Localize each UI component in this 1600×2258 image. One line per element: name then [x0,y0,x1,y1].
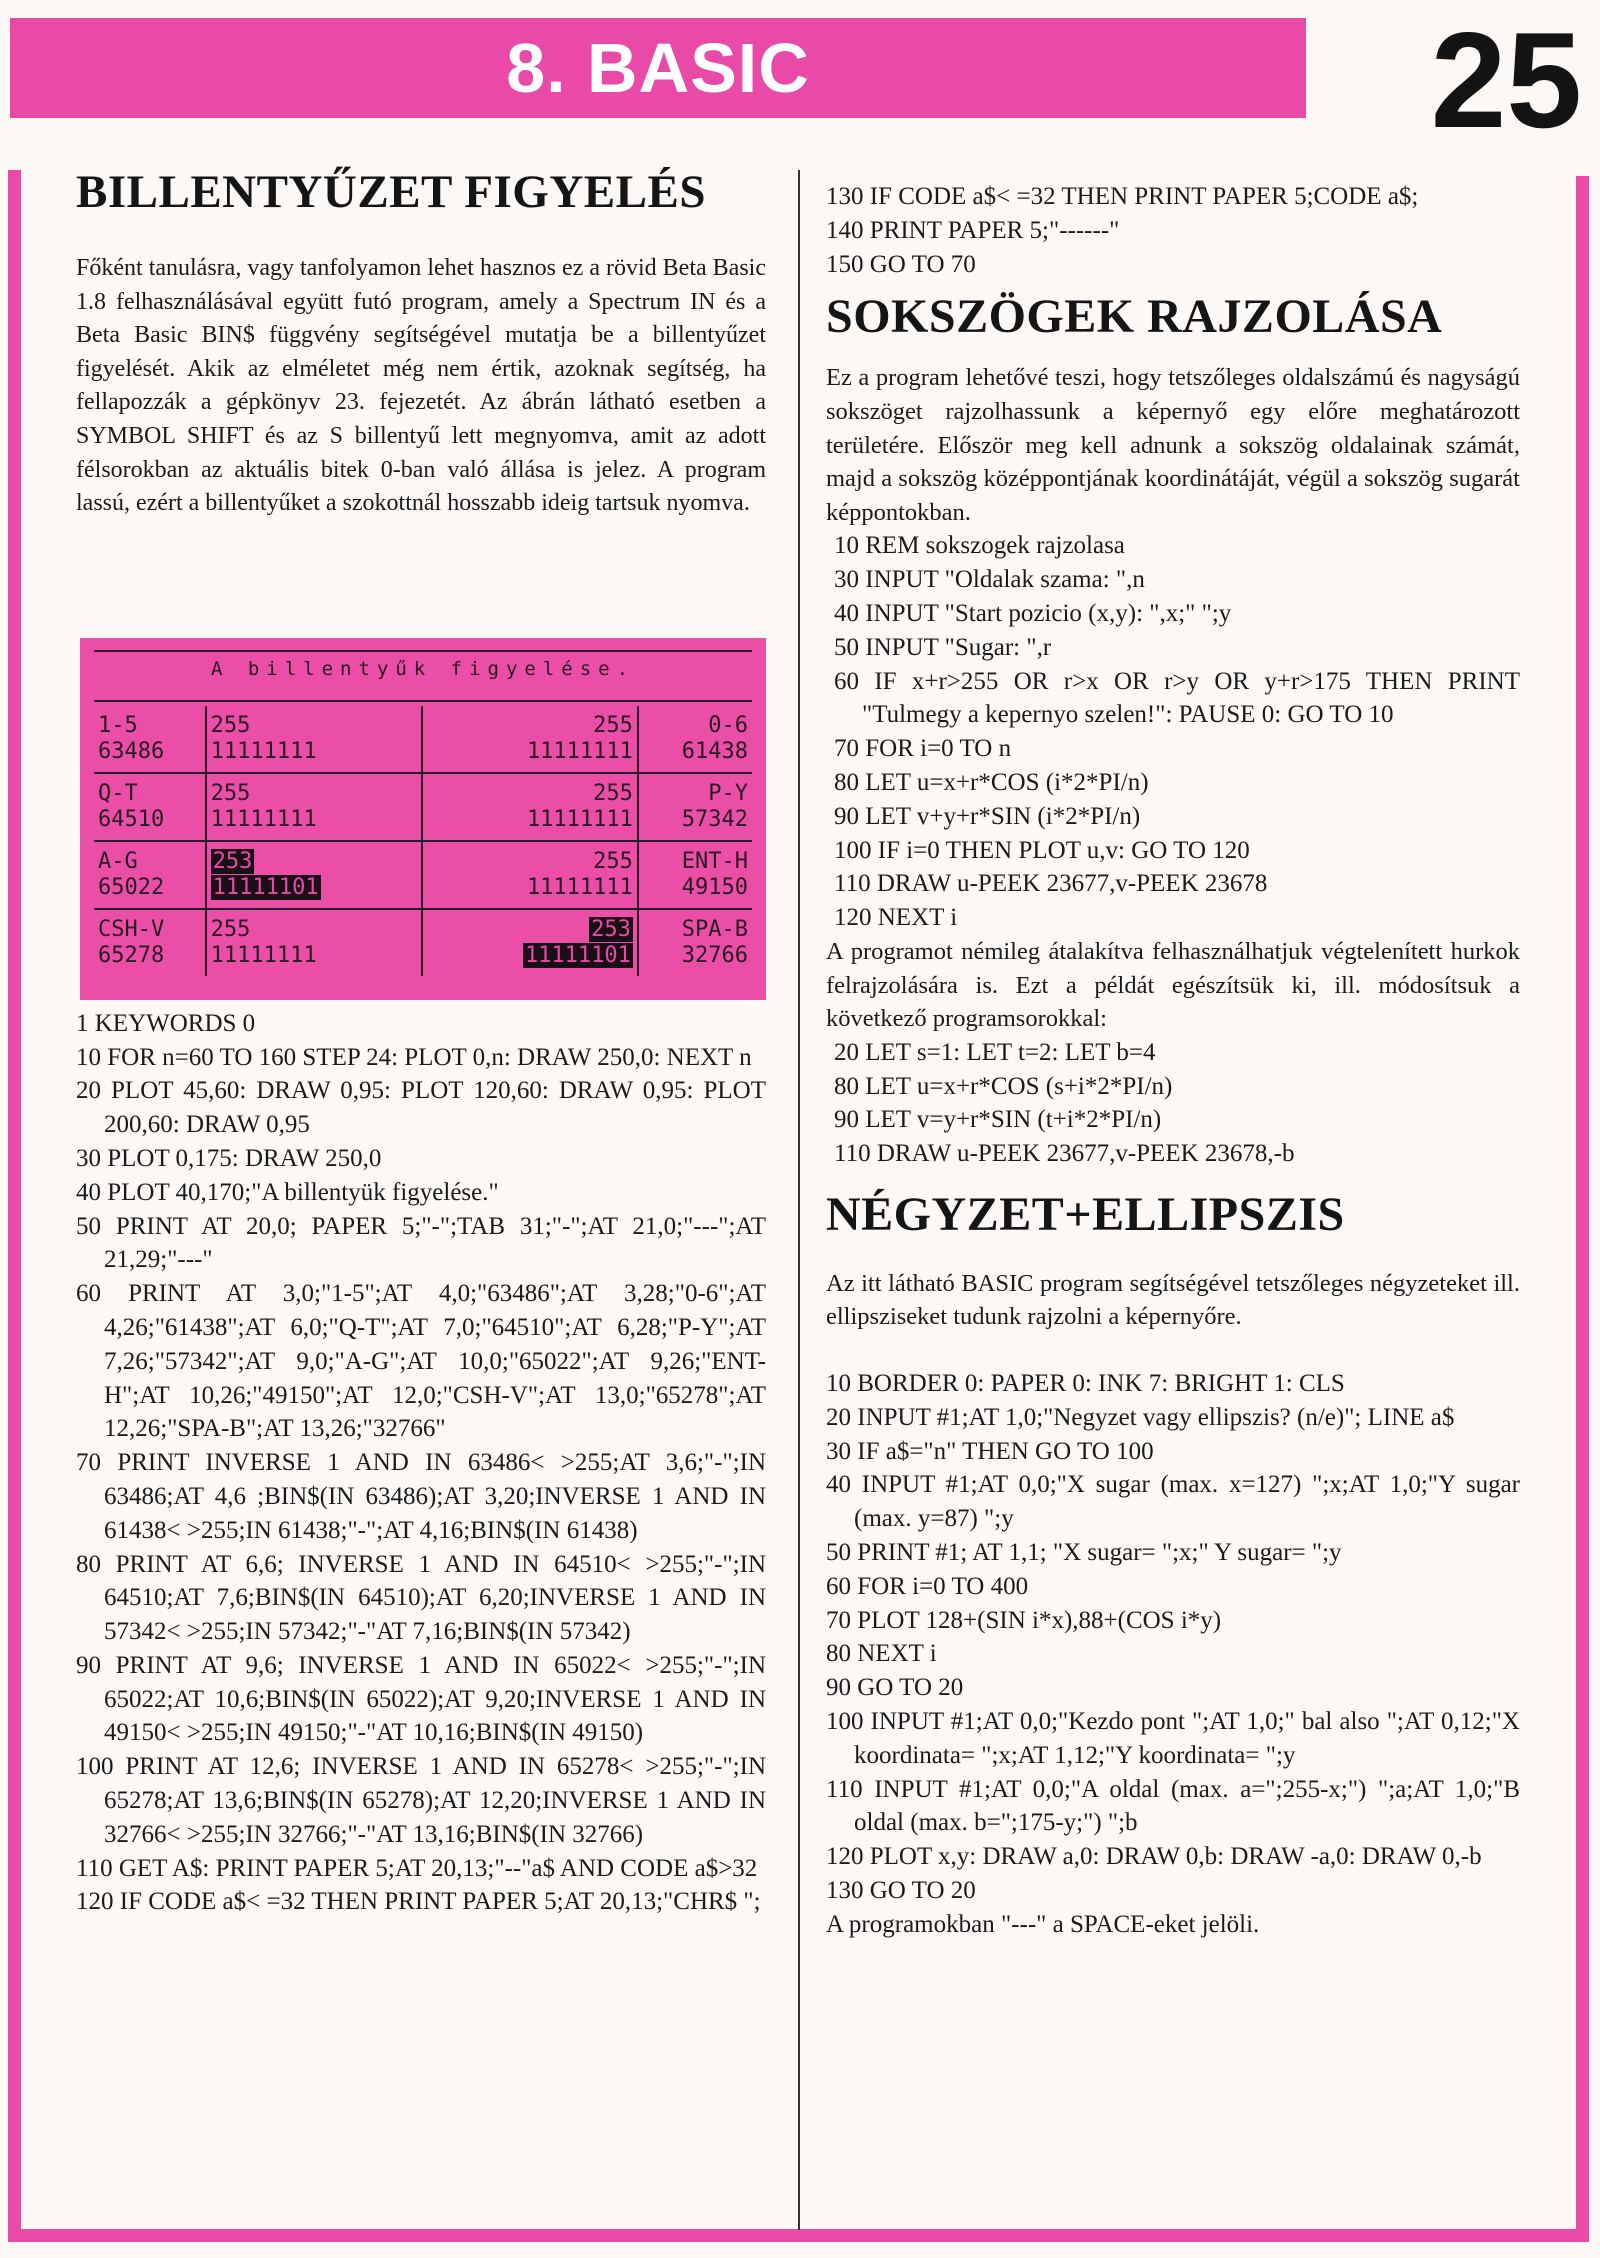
screen-cell [422,909,638,976]
code-line: 1 KEYWORDS 0 [76,1009,256,1037]
code-line: 20 PLOT 45,60: DRAW 0,95: PLOT 120,60: DRAW 0,95: PLOT 200,60: DRAW 0,95 [76,1077,766,1139]
article-heading-keyboard: BILLENTYŰZET FIGYELÉS [76,166,706,218]
screen-cell [638,841,752,909]
screen-value: 253 [591,917,631,942]
code-line: 120 IF CODE a$< =32 THEN PRINT PAPER 5;AT 20,13;"CHR$ "; [76,1888,761,1916]
article-intro-keyboard: Főként tanulásra, vagy tanfolyamon lehet hasznos ez a rövid Beta Basic 1.8 felhasználásával együtt futó program, amely a Spectrum IN és a Beta Basic BIN$ függvény segítségével mutatja be a billentyűzet figyelését. Akik az elméletet még nem értik, azoknak segítség, ha fellapozzák a gépkönyv 23. fejezetét. Az ábrán látható esetben a SYMBOL SHIFT és az S billentyű lett megnyomva, amit az adott félsorokban az aktuális bitek 0-ban való állása is jelez. A program lassú, ezért a billentyűket a szokottnál hosszabb ideig tartsuk nyomva. [76,255,766,517]
code-line: 120 PLOT x,y: DRAW a,0: DRAW 0,b: DRAW -a,0: DRAW 0,-b [826,1843,1482,1871]
screen-bits: 11111111 [210,739,317,764]
screen-value: 1-5 [98,713,138,738]
screen-value: 255 [210,917,251,942]
screen-bits: 49150 [681,875,748,900]
code-line: 90 LET v=y+r*SIN (t+i*2*PI/n) [834,1106,1162,1134]
screen-value: 255 [593,713,633,738]
code-line: 20 INPUT #1;AT 1,0;"Negyzet vagy ellipszis? (n/e)"; LINE a$ [826,1403,1455,1431]
article-intro-square-ellipse: Az itt látható BASIC program segítségével tetszőleges négyzeteket ill. ellipsziseket tudunk rajzolni a képernyőre. [826,1269,1520,1331]
bottom-border [8,2229,1589,2242]
screen-bits: 11111101 [524,943,631,968]
code-line: 30 IF a$="n" THEN GO TO 100 [826,1437,1154,1465]
screen-rule-top [94,650,752,652]
code-line: 90 GO TO 20 [826,1674,964,1702]
screen-row [94,706,752,773]
screen-cell [638,773,752,841]
screen-title: A billentyűk figyelése. [210,658,636,680]
code-listing-square-ellipse [826,1367,1520,1908]
code-line: 10 REM sokszogek rajzolasa [834,532,1125,560]
code-line: 130 IF CODE a$< =32 THEN PRINT PAPER 5;CODE a$; [826,183,1419,210]
code-line: 20 LET s=1: LET t=2: LET b=4 [834,1038,1156,1066]
code-line: 60 PRINT AT 3,0;"1-5";AT 4,0;"63486";AT 3,28;"0-6";AT 4,26;"61438";AT 6,0;"Q-T";AT 7,0;"64510";AT 6,28;"P-Y";AT 7,26;"57342";AT 9,0;"A-G";AT 10,0;"65022";AT 9,26;"ENT-H";AT 10,26;"49150";AT 12,0;"CSH-V";AT 13,0;"65278";AT 12,26;"SPA-B";AT 13,26;"32766" [76,1280,766,1443]
article-text-polygons-mod: A programot némileg átalakítva felhasználhatjuk végtelenített hurkok felrajzolására is. Ezt a példát egészítsük ki, ill. módosítsuk a következő programsorokkal: [826,937,1520,1033]
code-line: 110 DRAW u-PEEK 23677,v-PEEK 23678 [834,870,1268,898]
code-line: 80 LET u=x+r*COS (s+i*2*PI/n) [834,1072,1173,1100]
section-title: 8. BASIC [506,29,810,107]
screen-value: CSH-V [98,917,165,942]
screen-value: SPA-B [681,917,748,942]
code-line: 140 PRINT PAPER 5;"------" [826,216,1120,244]
screen-bits: 61438 [681,739,748,764]
screen-row [94,909,752,976]
code-line: 40 PLOT 40,170;"A billentyük figyelése." [76,1178,499,1206]
screen-figure [80,638,766,1000]
code-listing-keyboard [76,1007,766,1920]
code-line: 100 INPUT #1;AT 0,0;"Kezdo pont ";AT 1,0;" bal also ";AT 0,12;"X koordinata= ";x;AT 1,12;"Y koordinata= ";y [826,1708,1520,1769]
screen-bits: 11111111 [526,739,633,764]
code-line: 60 FOR i=0 TO 400 [826,1572,1029,1600]
screen-value: Q-T [98,781,138,806]
code-line: 40 INPUT #1;AT 0,0;"X sugar (max. x=127) ";x;AT 1,0;"Y sugar (max. y=87) ";y [826,1471,1520,1533]
screen-cell [94,909,206,976]
code-line: 80 PRINT AT 6,6; INVERSE 1 AND IN 64510< >255;"-";IN 64510;AT 7,6;BIN$(IN 64510);AT 6,20;INVERSE 1 AND IN 57342< >255;IN 57342;"-"AT 7,16;BIN$(IN 57342) [76,1550,766,1646]
screen-bits: 65278 [98,943,165,968]
screen-cell [638,909,752,976]
code-line: 110 GET A$: PRINT PAPER 5;AT 20,13;"--"a$ AND CODE a$>32 [76,1854,758,1882]
section-header-bar [10,18,1306,118]
screen-row [94,841,752,909]
code-line: 150 GO TO 70 [826,250,976,278]
screen-value: 255 [593,849,633,874]
code-line: 80 LET u=x+r*COS (i*2*PI/n) [834,768,1149,796]
right-border [1576,176,1589,2242]
code-listing-polygons [826,529,1520,935]
code-line: 30 INPUT "Oldalak szama: ",n [834,566,1145,594]
code-line: 110 DRAW u-PEEK 23677,v-PEEK 23678,-b [834,1140,1295,1168]
screen-row [94,773,752,841]
code-listing-keyboard-cont [826,180,1520,281]
screen-cell [206,909,422,976]
screen-bits: 11111111 [526,807,633,832]
screen-value: A-G [98,849,138,874]
screen-bits: 11111111 [210,943,317,968]
code-line: 50 PRINT AT 20,0; PAPER 5;"-";TAB 31;"-";AT 21,0;"---";AT 21,29;"---" [76,1212,766,1274]
code-listing-polygons-mod [826,1036,1520,1171]
code-line: 130 GO TO 20 [826,1877,976,1905]
code-line: 80 NEXT i [826,1640,937,1668]
screen-bits: 63486 [98,739,165,764]
screen-value: 255 [593,781,633,806]
code-line: 40 INPUT "Start pozicio (x,y): ",x;" ";y [834,599,1232,627]
screen-cell [94,773,206,841]
screen-cell [94,841,206,909]
code-line: 10 FOR n=60 TO 160 STEP 24: PLOT 0,n: DRAW 250,0: NEXT n [76,1043,752,1071]
screen-value: 0-6 [708,713,748,738]
screen-bits: 11111101 [212,875,319,900]
code-line: 30 PLOT 0,175: DRAW 250,0 [76,1144,382,1172]
screen-cell [422,841,638,909]
screen-bits: 32766 [681,943,748,968]
screen-cell [638,706,752,773]
article-heading-square-ellipse: NÉGYZET+ELLIPSZIS [826,1187,1345,1241]
screen-bits: 11111111 [210,807,317,832]
left-column [76,162,766,1919]
spacer [826,1334,1520,1367]
screen-value: 255 [210,713,251,738]
screen-cell [206,706,422,773]
code-line: 90 PRINT AT 9,6; INVERSE 1 AND IN 65022< >255;"-";IN 65022;AT 10,6;BIN$(IN 65022);AT 9,20;INVERSE 1 AND IN 49150< >255;IN 49150;"-"AT 10,16;BIN$(IN 49150) [76,1651,766,1747]
code-line: 100 IF i=0 THEN PLOT u,v: GO TO 120 [834,836,1250,864]
right-column [826,180,1520,1942]
code-line: 50 PRINT #1; AT 1,1; "X sugar= ";x;" Y sugar= ";y [826,1539,1342,1567]
screen-value: P-Y [708,781,748,806]
screen-rule-title [94,700,752,702]
code-line: 90 LET v+y+r*SIN (i*2*PI/n) [834,802,1141,830]
screen-bits: 11111111 [526,875,633,900]
page-number: 25 [1430,4,1582,156]
screen-value: 255 [210,781,251,806]
screen-value: 253 [212,849,253,874]
code-line: 70 PLOT 128+(SIN i*x),88+(COS i*y) [826,1606,1222,1634]
code-line: 70 PRINT INVERSE 1 AND IN 63486< >255;AT 3,6;"-";IN 63486;AT 4,6 ;BIN$(IN 63486);AT 3,20;INVERSE 1 AND IN 61438< >255;IN 61438;"-";AT 4,16;BIN$(IN 61438) [76,1449,766,1544]
code-line: 120 NEXT i [834,904,958,932]
code-line: 100 PRINT AT 12,6; INVERSE 1 AND IN 65278< >255;"-";IN 65278;AT 13,6;BIN$(IN 65278);AT 12,20;INVERSE 1 AND IN 32766< >255;IN 32766;"-"AT 13,16;BIN$(IN 32766) [76,1753,766,1848]
screen-grid [94,706,752,976]
screen-cell [422,773,638,841]
screen-cell [206,773,422,841]
code-line: 10 BORDER 0: PAPER 0: INK 7: BRIGHT 1: CLS [826,1370,1345,1398]
column-divider [798,170,800,2230]
code-line: 60 IF x+r>255 OR r>x OR r>y OR y+r>175 THEN PRINT "Tulmegy a kepernyo szelen!": PAUSE 0: GO TO 10 [834,667,1520,729]
screen-bits: 65022 [98,875,165,900]
footnote: A programokban "---" a SPACE-eket jelöli. [826,1910,1260,1938]
screen-bits: 57342 [681,807,748,832]
code-line: 70 FOR i=0 TO n [834,735,1012,763]
code-line: 110 INPUT #1;AT 0,0;"A oldal (max. a=";255-x;") ";a;AT 1,0;"B oldal (max. b=";175-y;") ";b [826,1775,1520,1837]
code-line: 50 INPUT "Sugar: ",r [834,633,1052,661]
screen-bits: 64510 [98,807,165,832]
screen-cell [206,841,422,909]
left-border [8,170,21,2242]
screen-cell [94,706,206,773]
article-intro-polygons: Ez a program lehetővé teszi, hogy tetszőleges oldalszámú és nagyságú sokszöget rajzolhassunk a képernyő egy előre meghatározott területére. Először meg kell adnunk a sokszög oldalainak számát, majd a sokszög középpontjának koordinátáját, végül a sokszög sugarát képpontokban. [826,364,1520,526]
screen-value: ENT-H [681,849,748,874]
article-heading-polygons: SOKSZÖGEK RAJZOLÁSA [826,290,1443,344]
screen-cell [422,706,638,773]
